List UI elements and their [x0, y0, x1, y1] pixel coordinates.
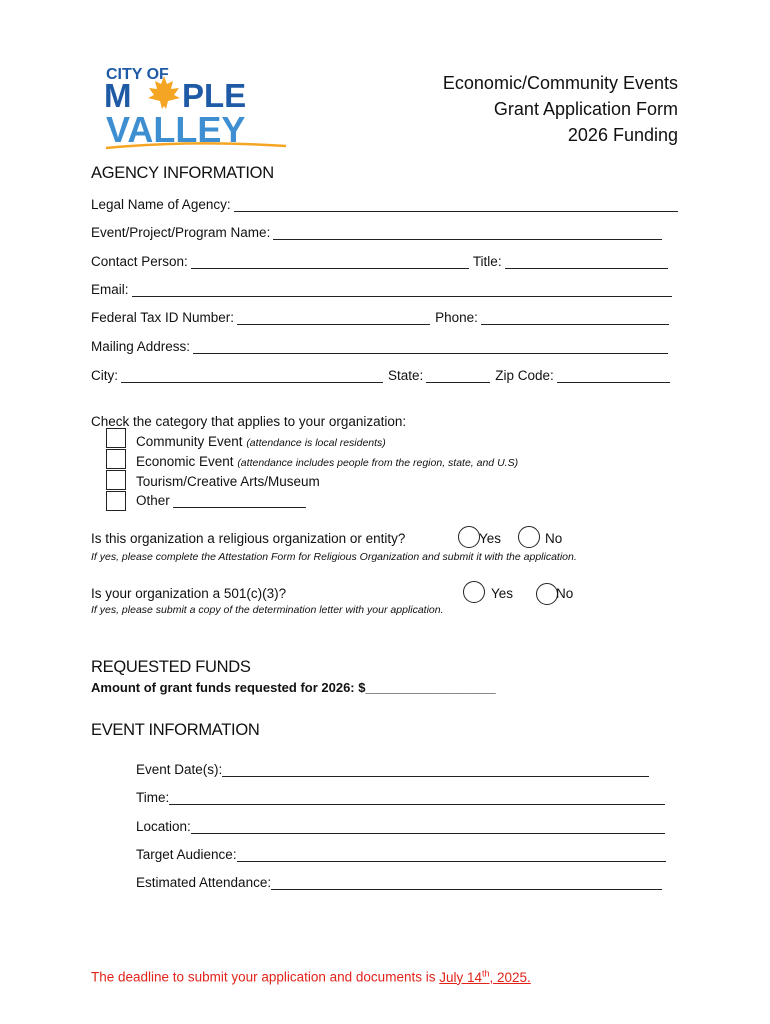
tax-phone-row: [91, 310, 669, 325]
contact-person-label: Contact Person:: [91, 254, 188, 269]
form-title-line2: Grant Application Form: [493, 99, 678, 119]
email-field[interactable]: [132, 282, 672, 297]
location-row: [136, 819, 665, 834]
community-event-option: [136, 434, 386, 449]
target-audience-row: [136, 847, 666, 862]
religious-no-radio[interactable]: [518, 526, 540, 548]
form-title-line3: 2026 Funding: [567, 125, 678, 145]
economic-event-checkbox[interactable]: [106, 449, 126, 469]
tourism-checkbox[interactable]: [106, 470, 126, 490]
agency-heading: AGENCY INFORMATION: [91, 164, 274, 182]
target-audience-field[interactable]: [237, 847, 666, 862]
contact-person-field[interactable]: [191, 254, 469, 269]
community-event-note: (attendance is local residents): [246, 437, 386, 449]
deadline-date-sup: th: [482, 968, 490, 978]
mailing-address-label: Mailing Address:: [91, 339, 191, 354]
logo-ple: PLE: [182, 77, 247, 114]
religious-question: Is this organization a religious organization or entity?: [91, 531, 406, 546]
state-field[interactable]: [426, 368, 490, 383]
event-program-field[interactable]: [273, 225, 662, 240]
attendance-label: Estimated Attendance:: [136, 875, 272, 890]
religious-note: If yes, please complete the Attestation Form for Religious Organization and submit it with the application.: [91, 551, 577, 563]
form-title-line1: Economic/Community Events: [442, 73, 678, 93]
time-label: Time:: [136, 790, 170, 805]
city-state-zip-row: [91, 368, 670, 383]
city-logo: [100, 62, 290, 154]
event-dates-row: [136, 762, 649, 777]
tax-id-label: Federal Tax ID Number:: [91, 310, 235, 325]
mailing-row: [91, 339, 668, 354]
nonprofit-note: If yes, please submit a copy of the determination letter with your application.: [91, 604, 444, 616]
category-prompt: Check the category that applies to your organization:: [91, 414, 407, 429]
legal-name-label: Legal Name of Agency:: [91, 197, 231, 212]
deadline-date-main: July 14: [439, 969, 482, 985]
funds-amount[interactable]: Amount of grant funds requested for 2026: $__________________: [91, 680, 496, 695]
tax-id-field[interactable]: [237, 310, 430, 325]
community-event-checkbox[interactable]: [106, 428, 126, 448]
other-checkbox[interactable]: [106, 491, 126, 511]
title-field[interactable]: [505, 254, 668, 269]
economic-event-label: Economic Event: [136, 454, 234, 469]
contact-row: [91, 254, 668, 269]
religious-yes-radio[interactable]: [458, 526, 480, 548]
attendance-row: [136, 875, 662, 890]
mailing-address-field[interactable]: [193, 339, 668, 354]
nonprofit-question: Is your organization a 501(c)(3)?: [91, 586, 287, 601]
other-row: [136, 493, 306, 508]
logo-m: M: [104, 77, 132, 114]
nonprofit-yes-radio[interactable]: [463, 581, 485, 603]
zip-label: Zip Code:: [495, 368, 554, 383]
other-field[interactable]: [173, 493, 306, 508]
tourism-label: Tourism/Creative Arts/Museum: [136, 474, 320, 489]
city-field[interactable]: [121, 368, 383, 383]
time-field[interactable]: [169, 790, 665, 805]
location-label: Location:: [136, 819, 191, 834]
religious-no-label: No: [545, 531, 563, 546]
logo-valley: VALLEY: [106, 109, 246, 150]
zip-field[interactable]: [557, 368, 670, 383]
email-label: Email:: [91, 282, 129, 297]
legal-name-field[interactable]: [234, 197, 678, 212]
event-dates-field[interactable]: [222, 762, 649, 777]
religious-yes-label: Yes: [479, 531, 502, 546]
nonprofit-no-radio[interactable]: [536, 583, 558, 605]
logo-city-of: CITY OF: [106, 66, 169, 83]
attendance-field[interactable]: [271, 875, 662, 890]
deadline-notice: [91, 968, 531, 985]
nonprofit-yes-label: Yes: [491, 586, 514, 601]
title-label: Title:: [472, 254, 502, 269]
event-dates-label: Event Date(s):: [136, 762, 223, 777]
economic-event-option: [136, 454, 518, 469]
target-audience-label: Target Audience:: [136, 847, 237, 862]
deadline-date: [439, 970, 531, 985]
event-program-row: [91, 225, 662, 240]
other-label: Other: [136, 493, 170, 508]
email-row: [91, 282, 672, 297]
deadline-text: The deadline to submit your application and documents is: [91, 969, 440, 985]
nonprofit-no-label: No: [556, 586, 574, 601]
legal-name-row: [91, 197, 678, 212]
phone-field[interactable]: [481, 310, 669, 325]
economic-event-note: (attendance includes people from the region, state, and U.S): [237, 457, 519, 469]
funds-heading: REQUESTED FUNDS: [91, 658, 251, 676]
state-label: State:: [388, 368, 424, 383]
phone-label: Phone:: [435, 310, 478, 325]
event-heading: EVENT INFORMATION: [91, 721, 260, 739]
location-field[interactable]: [191, 819, 665, 834]
event-program-label: Event/Project/Program Name:: [91, 225, 271, 240]
city-label: City:: [91, 368, 118, 383]
form-title: [443, 70, 678, 148]
deadline-date-year: , 2025.: [489, 969, 531, 985]
community-event-label: Community Event: [136, 434, 243, 449]
time-row: [136, 790, 665, 805]
